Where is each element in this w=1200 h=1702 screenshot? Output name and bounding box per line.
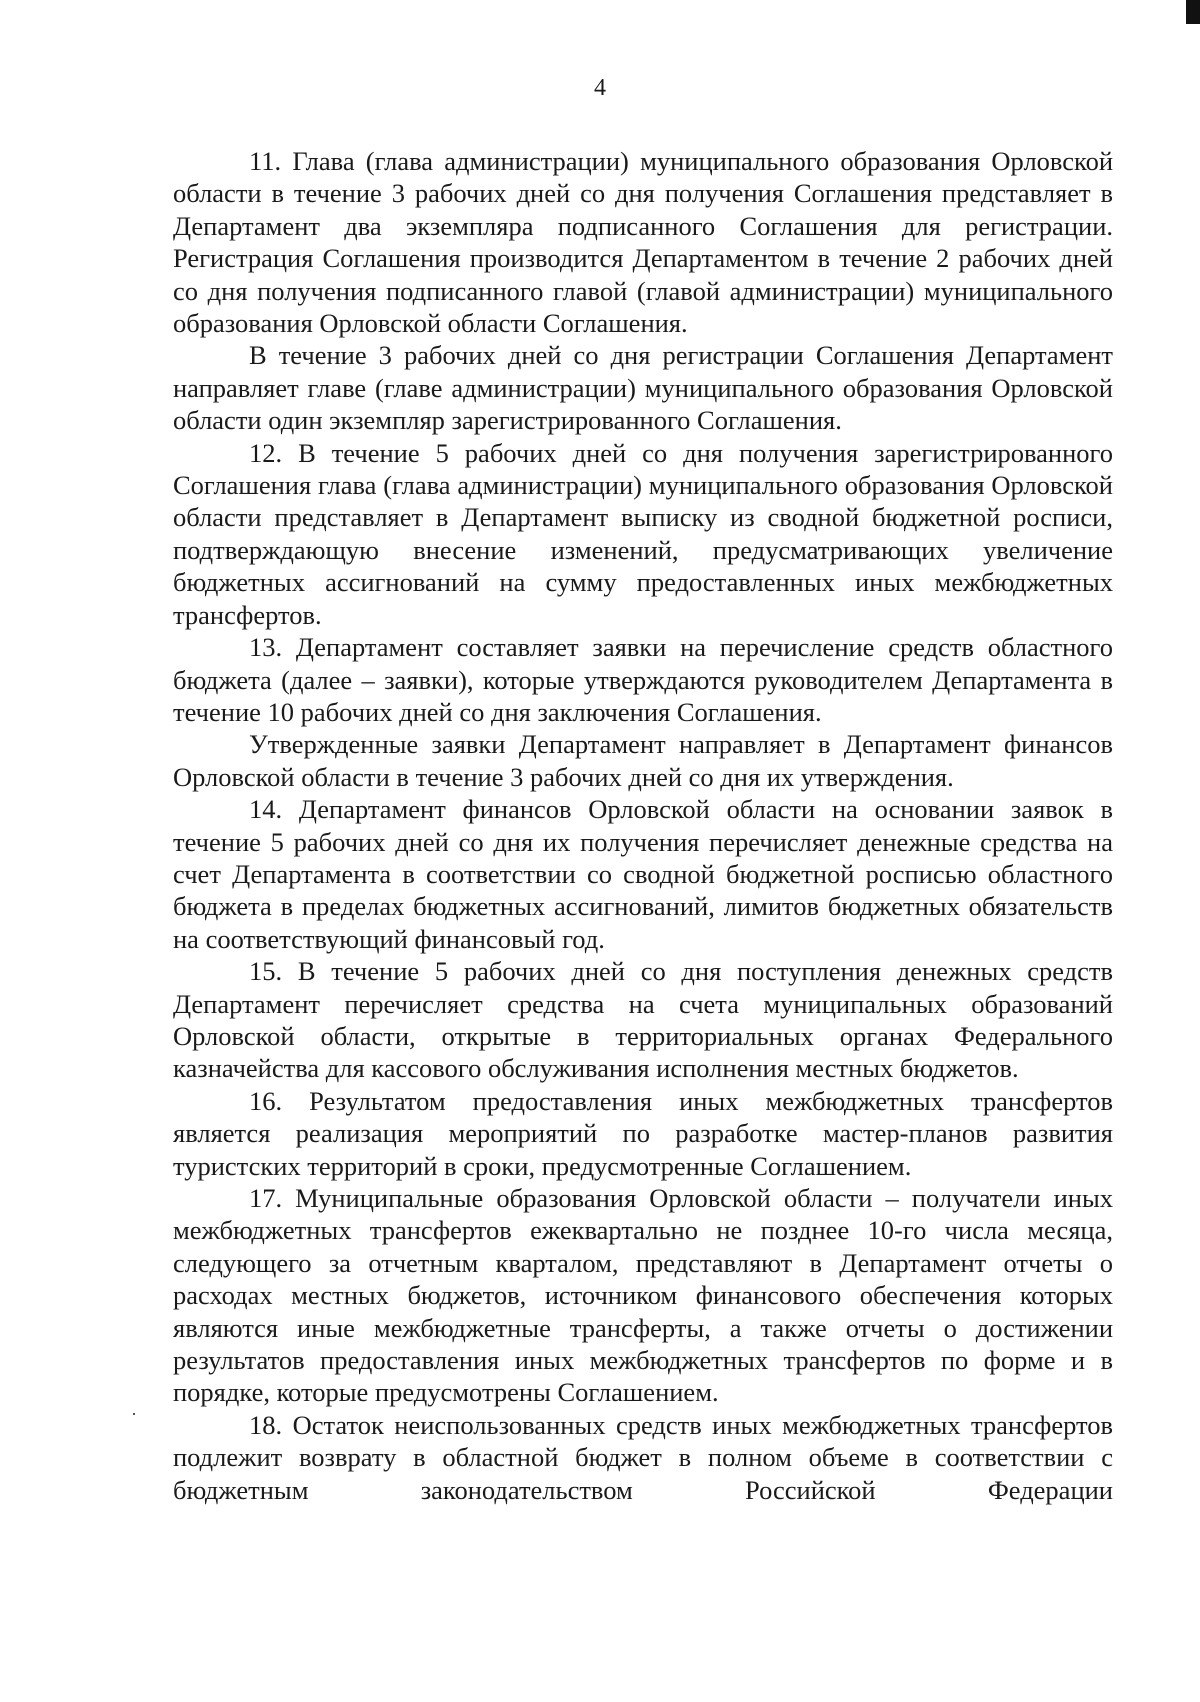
page-number: 4 — [594, 75, 606, 101]
scan-edge-mark — [1186, 0, 1200, 24]
paragraph-11: 11. Глава (глава администрации) муниципального образования Орловской области в течение 3 рабочих дней со дня получения Соглашения представляет в Департамент два экземпляра подписанного Соглашения для регистрации. Регистрация Соглашения производится Департаментом в течение 2 рабочих дней со дня получения подписанного главой (главой администрации) муниципального образования Орловской области Соглашения. — [173, 146, 1113, 339]
paragraph-11-continuation: В течение 3 рабочих дней со дня регистрации Соглашения Департамент направляет главе (главе администрации) муниципального образования Орловской области один экземпляр зарегистрированного Соглашения. — [173, 340, 1113, 436]
paragraph-12: 12. В течение 5 рабочих дней со дня получения зарегистрированного Соглашения глава (глава администрации) муниципального образования Орловской области представляет в Департамент выписку из сводной бюджетной росписи, подтверждающую внесение изменений, предусматривающих увеличение бюджетных ассигнований на сумму предоставленных иных межбюджетных трансфертов. — [173, 437, 1113, 630]
paragraph-16: 16. Результатом предоставления иных межбюджетных трансфертов является реализация мероприятий по разработке мастер-планов развития туристских территорий в сроки, предусмотренные Соглашением. — [173, 1085, 1113, 1181]
paragraph-14: 14. Департамент финансов Орловской области на основании заявок в течение 5 рабочих дней со дня их получения перечисляет денежные средства на счет Департамента в соответствии со сводной бюджетной росписью областного бюджета в пределах бюджетных ассигнований, лимитов бюджетных обязательств на соответствующий финансовый год. — [173, 794, 1113, 954]
paragraph-13: 13. Департамент составляет заявки на перечисление средств областного бюджета (далее – заявки), которые утверждаются руководителем Департамента в течение 10 рабочих дней со дня заключения Соглашения. — [173, 632, 1113, 727]
paragraph-15: 15. В течение 5 рабочих дней со дня поступления денежных средств Департамент перечисляет средства на счета муниципальных образований Орловской области, открытые в территориальных органах Федерального казначейства для кассового обслуживания исполнения местных бюджетов. — [173, 956, 1113, 1084]
scan-speck — [133, 1413, 135, 1415]
paragraph-17: 17. Муниципальные образования Орловской области – получатели иных межбюджетных трансфертов ежеквартально не позднее 10-го числа месяца, следующего за отчетным кварталом, представляют в Департамент отчеты о расходах местных бюджетов, источником финансового обеспечения которых являются иные межбюджетные трансферты, а также отчеты о достижении результатов предоставления иных межбюджетных трансфертов по форме и в порядке, которые предусмотрены Соглашением. — [173, 1183, 1113, 1408]
paragraph-18: 18. Остаток неиспользованных средств иных межбюджетных трансфертов подлежит возврату в областной бюджет в полном объеме в соответствии с бюджетным законодательством Российской Федерации — [173, 1409, 1113, 1505]
paragraph-13-continuation: Утвержденные заявки Департамент направляет в Департамент финансов Орловской области в течение 3 рабочих дней со дня их утверждения. — [173, 729, 1113, 792]
document-body — [173, 145, 1113, 1506]
